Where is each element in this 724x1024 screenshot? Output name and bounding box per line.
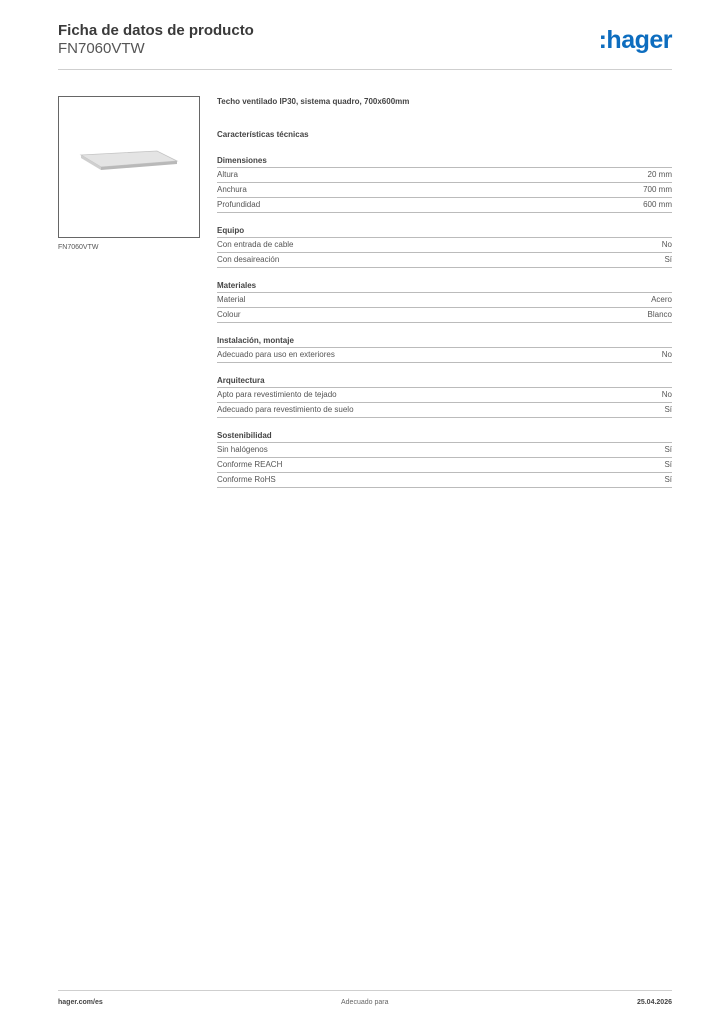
section-title: Equipo bbox=[217, 225, 672, 238]
spec-row bbox=[217, 238, 672, 253]
spec-label: Altura bbox=[217, 170, 238, 179]
footer-website: hager.com/es bbox=[58, 999, 103, 1006]
section-title: Instalación, montaje bbox=[217, 335, 672, 348]
spec-row bbox=[217, 308, 672, 323]
spec-value: 600 mm bbox=[643, 200, 672, 209]
spec-label: Colour bbox=[217, 310, 241, 319]
spec-row bbox=[217, 293, 672, 308]
spec-value: Sí bbox=[664, 460, 672, 469]
spec-value: 20 mm bbox=[647, 170, 672, 179]
spec-label: Profundidad bbox=[217, 200, 261, 209]
spec-value: No bbox=[661, 240, 672, 249]
spec-value: Sí bbox=[664, 255, 672, 264]
product-image bbox=[58, 96, 200, 238]
spec-label: Adecuado para uso en exteriores bbox=[217, 350, 335, 359]
spec-value: Blanco bbox=[647, 310, 672, 319]
spec-label: Sin halógenos bbox=[217, 445, 268, 454]
spec-label: Adecuado para revestimiento de suelo bbox=[217, 405, 354, 414]
footer-date: 25.04.2026 bbox=[636, 999, 672, 1006]
spec-row bbox=[217, 168, 672, 183]
spec-section bbox=[217, 375, 672, 418]
spec-label: Conforme REACH bbox=[217, 460, 283, 469]
spec-row bbox=[217, 348, 672, 363]
spec-value: No bbox=[661, 390, 672, 399]
spec-section bbox=[217, 155, 672, 213]
spec-label: Con desaireación bbox=[217, 255, 280, 264]
spec-label: Anchura bbox=[217, 185, 247, 194]
header-divider bbox=[58, 69, 672, 70]
spec-row bbox=[217, 253, 672, 268]
section-title: Materiales bbox=[217, 280, 672, 293]
spec-section bbox=[217, 335, 672, 363]
spec-section bbox=[217, 430, 672, 488]
roof-panel-illustration bbox=[59, 97, 199, 237]
footer-divider bbox=[58, 990, 672, 991]
characteristics-heading: Características técnicas bbox=[217, 130, 309, 139]
product-description: Techo ventilado IP30, sistema quadro, 700x600mm bbox=[217, 97, 410, 106]
spec-label: Conforme RoHS bbox=[217, 475, 276, 484]
product-code: FN7060VTW bbox=[58, 40, 145, 57]
section-title: Arquitectura bbox=[217, 375, 672, 388]
page-title: Ficha de datos de producto bbox=[58, 22, 254, 39]
spec-value: Sí bbox=[664, 445, 672, 454]
spec-row bbox=[217, 473, 672, 488]
spec-value: Sí bbox=[664, 405, 672, 414]
spec-value: Sí bbox=[664, 475, 672, 484]
spec-row bbox=[217, 443, 672, 458]
image-caption: FN7060VTW bbox=[58, 244, 99, 251]
spec-row bbox=[217, 388, 672, 403]
spec-section bbox=[217, 280, 672, 323]
spec-value: No bbox=[661, 350, 672, 359]
spec-row bbox=[217, 183, 672, 198]
spec-value: Acero bbox=[651, 295, 672, 304]
section-title: Dimensiones bbox=[217, 155, 672, 168]
footer-note: Adecuado para bbox=[341, 999, 389, 1006]
hager-logo: :hager bbox=[598, 26, 672, 54]
spec-row bbox=[217, 458, 672, 473]
spec-value: 700 mm bbox=[643, 185, 672, 194]
spec-label: Apto para revestimiento de tejado bbox=[217, 390, 337, 399]
spec-sections bbox=[217, 155, 672, 488]
spec-row bbox=[217, 403, 672, 418]
product-details bbox=[217, 97, 672, 500]
spec-row bbox=[217, 198, 672, 213]
spec-section bbox=[217, 225, 672, 268]
section-title: Sostenibilidad bbox=[217, 430, 672, 443]
spec-label: Con entrada de cable bbox=[217, 240, 294, 249]
spec-label: Material bbox=[217, 295, 246, 304]
